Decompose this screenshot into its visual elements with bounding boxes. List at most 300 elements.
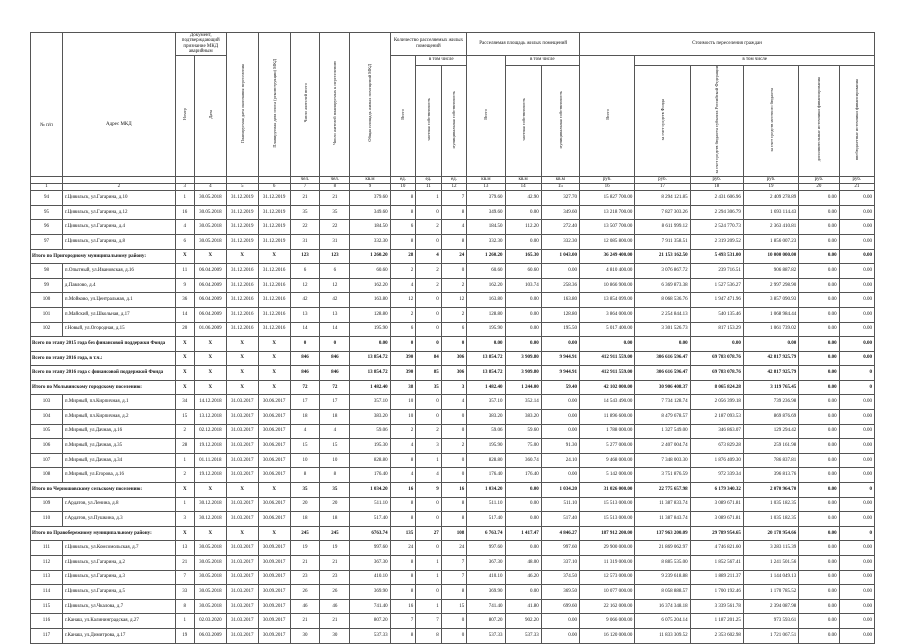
- subtotal-cell: 135: [390, 526, 416, 541]
- subtotal-cell: 6763.74: [350, 526, 390, 541]
- subtotal-cell: X: [175, 337, 194, 352]
- header-docdate: Дата: [194, 55, 226, 177]
- table-cell: 367.30: [467, 556, 505, 571]
- subtotal-label: Итого по Мольвинскому городскому поселению:: [31, 380, 176, 395]
- table-cell: 18: [320, 410, 350, 425]
- subtotal-cell: 0: [320, 337, 350, 352]
- table-cell: 116: [31, 614, 63, 629]
- table-cell: 0.00: [839, 191, 874, 206]
- table-cell: 2 056 399.18: [690, 395, 743, 410]
- table-cell: 6 369 873.38: [635, 278, 690, 293]
- header-area-total: Общая площадь жилых помещений МКД: [350, 33, 390, 177]
- table-cell: 176.40: [467, 468, 505, 483]
- header-plan-date: Планируемая дата окончания переселения: [226, 33, 258, 177]
- subtotal-cell: 846: [320, 366, 350, 381]
- table-cell: 1 947 471.96: [690, 293, 743, 308]
- table-cell: 4: [320, 424, 350, 439]
- table-cell: 7: [416, 614, 442, 629]
- table-row: [31, 293, 875, 308]
- table-cell: 379.60: [467, 191, 505, 206]
- column-number-cell: 4: [194, 184, 226, 191]
- table-cell: 0.00: [839, 570, 874, 585]
- subtotal-cell: 137 963 200.09: [635, 526, 690, 541]
- table-cell: 31.12.2019: [258, 191, 290, 206]
- subtotal-cell: 3: [441, 380, 467, 395]
- table-cell: 01.06.2009: [194, 322, 226, 337]
- subtotal-cell: X: [258, 351, 290, 366]
- address-cell: г.Цивильск, ул.Гагарина, д.5: [62, 585, 175, 600]
- table-cell: 31.12.2016: [226, 293, 258, 308]
- unit-cell: руб.: [635, 177, 690, 184]
- table-cell: 0.00: [799, 541, 839, 556]
- table-cell: 511.10: [467, 497, 505, 512]
- header-area-private: частная собственность: [505, 65, 541, 177]
- subtotal-label: Итого по Черношовскому сельскому поселению:: [31, 483, 176, 498]
- header-area-incl: в том числе: [505, 55, 579, 65]
- header-doc-group: Документ, подтверждающий признание МКД аварийным: [175, 33, 226, 56]
- table-cell: 10 077 000.00: [580, 585, 635, 600]
- table-cell: 0.00: [799, 453, 839, 468]
- table-cell: 997.60: [350, 541, 390, 556]
- table-cell: 21: [175, 556, 194, 571]
- subtotal-cell: X: [194, 337, 226, 352]
- subtotal-cell: X: [258, 366, 290, 381]
- table-cell: 31.03.2017: [226, 570, 258, 585]
- table-cell: 0.00: [839, 585, 874, 600]
- address-cell: г.Канаш, ул.Димитрова, д.17: [62, 628, 175, 643]
- header-cost-incl: в том числе: [635, 55, 875, 65]
- table-cell: 8: [390, 512, 416, 527]
- table-cell: 0: [441, 628, 467, 643]
- subtotal-cell: 36 249 400.00: [580, 249, 635, 264]
- table-cell: 195.50: [541, 322, 579, 337]
- address-cell: п.Мирный, пл.Кирпичная, д.2: [62, 410, 175, 425]
- table-cell: 13 218 700.00: [580, 205, 635, 220]
- subtotal-cell: X: [175, 366, 194, 381]
- table-cell: 1: [175, 191, 194, 206]
- table-cell: 41.80: [505, 599, 541, 614]
- address-cell: г.Цивильск, ул.Комсомольская, д.7: [62, 541, 175, 556]
- table-cell: 8: [320, 468, 350, 483]
- subtotal-cell: 42 817 925.79: [743, 351, 798, 366]
- table-cell: 2 431 606.96: [690, 191, 743, 206]
- address-cell: п.Мирный, ул.Дачная, д.16: [62, 424, 175, 439]
- table-cell: 100: [31, 293, 63, 308]
- subtotal-row: [31, 483, 875, 498]
- table-cell: 7 911 358.51: [635, 234, 690, 249]
- table-cell: 537.33: [505, 628, 541, 643]
- table-cell: 8: [390, 497, 416, 512]
- table-cell: 31.03.2017: [226, 556, 258, 571]
- table-cell: 8 294 121.85: [635, 191, 690, 206]
- table-cell: 869 876.69: [743, 410, 798, 425]
- table-cell: 0: [441, 453, 467, 468]
- table-cell: 12 085 800.00: [580, 234, 635, 249]
- table-cell: 2 294 306.79: [690, 205, 743, 220]
- table-cell: 02.03.2020: [194, 614, 226, 629]
- table-cell: 4: [416, 468, 442, 483]
- column-number-cell: 19: [743, 184, 798, 191]
- address-cell: г.Цивильск, ул.Гагарина, д.3: [62, 570, 175, 585]
- subtotal-cell: 390: [390, 351, 416, 366]
- resettlement-table: [30, 32, 875, 644]
- subtotal-cell: 30 906 408.37: [635, 380, 690, 395]
- table-cell: 30.05.2018: [194, 570, 226, 585]
- subtotal-cell: 245: [290, 526, 320, 541]
- table-cell: 4: [390, 278, 416, 293]
- subtotal-cell: 10 000 000.00: [743, 249, 798, 264]
- subtotal-cell: 306 616 596.47: [635, 366, 690, 381]
- table-cell: 11: [175, 264, 194, 279]
- table-cell: 75.00: [505, 439, 541, 454]
- table-cell: 1 852 567.41: [690, 556, 743, 571]
- subtotal-cell: 0.00: [799, 380, 839, 395]
- table-cell: 972 339.34: [690, 468, 743, 483]
- table-cell: 20: [175, 322, 194, 337]
- address-cell: п.Мирный, ул.Егорова, д.16: [62, 468, 175, 483]
- table-cell: 33: [175, 585, 194, 600]
- table-cell: 0.00: [799, 512, 839, 527]
- table-cell: 94: [31, 191, 63, 206]
- table-cell: 176.40: [350, 468, 390, 483]
- subtotal-cell: 13 854.72: [467, 351, 505, 366]
- table-cell: 0.00: [799, 410, 839, 425]
- table-cell: 537.33: [350, 628, 390, 643]
- table-cell: 537.33: [467, 628, 505, 643]
- table-cell: 0.00: [799, 264, 839, 279]
- subtotal-cell: 13 854.72: [350, 351, 390, 366]
- table-cell: 8: [390, 453, 416, 468]
- subtotal-row: [31, 249, 875, 264]
- subtotal-cell: 84: [416, 351, 442, 366]
- table-cell: 195.30: [350, 439, 390, 454]
- table-cell: 369.90: [467, 585, 505, 600]
- table-cell: 511.10: [541, 497, 579, 512]
- address-cell: г.Цивильск, ул.Гагарина, д.4: [62, 220, 175, 235]
- subtotal-cell: 4 846.27: [541, 526, 579, 541]
- table-cell: 1 170 785.52: [743, 585, 798, 600]
- subtotal-row: [31, 337, 875, 352]
- table-cell: 117: [31, 628, 63, 643]
- subtotal-cell: X: [226, 380, 258, 395]
- subtotal-cell: 123: [320, 249, 350, 264]
- table-cell: 0: [441, 468, 467, 483]
- subtotal-cell: 412 911 559.00: [580, 351, 635, 366]
- table-cell: 24.10: [541, 453, 579, 468]
- table-cell: 22 162 000.00: [580, 599, 635, 614]
- subtotal-cell: 59.40: [541, 380, 579, 395]
- table-cell: 8: [416, 628, 442, 643]
- table-cell: 13.12.2018: [194, 410, 226, 425]
- table-cell: 807.20: [467, 614, 505, 629]
- subtotal-cell: 1 043.00: [541, 249, 579, 264]
- table-cell: 60.60: [505, 264, 541, 279]
- subtotal-cell: 412 911 559.00: [580, 366, 635, 381]
- subtotal-cell: X: [258, 483, 290, 498]
- table-cell: 7: [175, 570, 194, 585]
- table-row: [31, 307, 875, 322]
- table-cell: 11 833 309.52: [635, 628, 690, 643]
- table-cell: 2: [390, 264, 416, 279]
- subtotal-cell: X: [226, 249, 258, 264]
- table-cell: 0.00: [839, 322, 874, 337]
- table-cell: 0.00: [799, 570, 839, 585]
- table-cell: 59.60: [505, 424, 541, 439]
- table-cell: 8: [390, 205, 416, 220]
- table-row: [31, 628, 875, 643]
- subtotal-cell: 69 783 078.76: [690, 351, 743, 366]
- table-cell: 35: [290, 205, 320, 220]
- subtotal-label: Всего по этапу 2015 года без финансовой поддержки Фонда: [31, 337, 176, 352]
- subtotal-label: Итого по Правобережному муниципальному району:: [31, 526, 176, 541]
- column-number-cell: 3: [175, 184, 194, 191]
- table-cell: 31.12.2019: [226, 220, 258, 235]
- subtotal-cell: 1 034.20: [350, 483, 390, 498]
- unit-cell: [31, 177, 63, 184]
- table-cell: 31.03.2017: [226, 468, 258, 483]
- subtotal-cell: X: [226, 351, 258, 366]
- table-cell: 30.06.2017: [258, 395, 290, 410]
- header-subject: за счет средств бюджета субъекта Российской Федерации: [690, 65, 743, 177]
- subtotal-cell: 0: [290, 337, 320, 352]
- table-cell: 511.10: [350, 497, 390, 512]
- table-cell: 46: [290, 599, 320, 614]
- table-cell: 31.03.2017: [226, 395, 258, 410]
- table-cell: 17: [290, 395, 320, 410]
- table-cell: 0.00: [541, 410, 579, 425]
- table-cell: 2: [390, 424, 416, 439]
- table-cell: 129 294.42: [743, 424, 798, 439]
- table-cell: 30.06.2017: [258, 512, 290, 527]
- table-cell: 0.00: [839, 234, 874, 249]
- column-number-cell: 8: [320, 184, 350, 191]
- table-cell: 31.03.2017: [226, 628, 258, 643]
- table-cell: 2: [175, 468, 194, 483]
- table-row: [31, 264, 875, 279]
- table-cell: 31.03.2017: [226, 614, 258, 629]
- table-cell: 3 283 115.39: [743, 541, 798, 556]
- table-cell: 741.40: [467, 599, 505, 614]
- table-cell: 0.00: [839, 395, 874, 410]
- table-row: [31, 614, 875, 629]
- table-cell: 15 513 000.00: [580, 512, 635, 527]
- table-cell: 0: [416, 497, 442, 512]
- table-row: [31, 512, 875, 527]
- table-cell: 31.12.2019: [226, 191, 258, 206]
- table-cell: 2: [175, 424, 194, 439]
- header-area-total2: Всего: [467, 55, 505, 177]
- table-cell: 2: [441, 439, 467, 454]
- table-cell: 2 319 209.52: [690, 234, 743, 249]
- table-cell: 0: [416, 307, 442, 322]
- table-cell: 349.60: [541, 205, 579, 220]
- table-cell: 7: [441, 191, 467, 206]
- header-rooms-municipal: муниципальная собственность: [441, 65, 467, 177]
- units-row: [31, 177, 875, 184]
- table-cell: 14 543 490.00: [580, 395, 635, 410]
- table-cell: 184.50: [350, 220, 390, 235]
- table-cell: 1 876 409.30: [690, 453, 743, 468]
- unit-cell: чел.: [290, 177, 320, 184]
- table-cell: 2 363 410.81: [743, 220, 798, 235]
- table-cell: 0.00: [799, 307, 839, 322]
- subtotal-cell: 0: [839, 366, 874, 381]
- table-cell: 30.09.2017: [258, 541, 290, 556]
- table-cell: 0.00: [505, 307, 541, 322]
- table-cell: 0.00: [839, 293, 874, 308]
- table-cell: 6 075 204.14: [635, 614, 690, 629]
- table-cell: 31.03.2017: [226, 424, 258, 439]
- table-cell: 42: [290, 293, 320, 308]
- table-cell: 7 827 303.26: [635, 205, 690, 220]
- subtotal-cell: 6 763.74: [467, 526, 505, 541]
- table-cell: 8: [441, 585, 467, 600]
- table-cell: 19: [175, 628, 194, 643]
- table-cell: 0.00: [839, 628, 874, 643]
- subtotal-cell: X: [175, 249, 194, 264]
- table-cell: 195.90: [467, 439, 505, 454]
- subtotal-cell: 5 493 531.00: [690, 249, 743, 264]
- table-cell: 9: [175, 278, 194, 293]
- header-local: за счет средств местного бюджета: [743, 65, 798, 177]
- table-cell: 272.40: [541, 220, 579, 235]
- header-people-total: Число жителей всего: [290, 33, 320, 177]
- column-number-cell: 7: [290, 184, 320, 191]
- table-cell: 4: [175, 220, 194, 235]
- subtotal-cell: 1 034.20: [467, 483, 505, 498]
- subtotal-cell: 42 102 000.00: [580, 380, 635, 395]
- table-cell: 110: [31, 512, 63, 527]
- subtotal-cell: 0.00: [467, 337, 505, 352]
- table-cell: 0.00: [839, 410, 874, 425]
- subtotal-cell: 9 944.91: [541, 351, 579, 366]
- table-cell: 0.00: [541, 395, 579, 410]
- unit-cell: кв.м: [467, 177, 505, 184]
- table-cell: 8: [390, 234, 416, 249]
- table-cell: 8: [390, 585, 416, 600]
- table-cell: 48.00: [505, 556, 541, 571]
- subtotal-cell: X: [175, 351, 194, 366]
- table-cell: 7 348 003.30: [635, 453, 690, 468]
- table-cell: 8: [441, 205, 467, 220]
- subtotal-cell: 85: [416, 366, 442, 381]
- table-cell: 06.04.2009: [194, 307, 226, 322]
- table-cell: 8: [390, 628, 416, 643]
- table-cell: 8 611 999.12: [635, 220, 690, 235]
- column-number-cell: 6: [258, 184, 290, 191]
- subtotal-cell: 1 260.20: [350, 249, 390, 264]
- table-cell: 369.90: [350, 585, 390, 600]
- table-cell: 13 507 700.00: [580, 220, 635, 235]
- table-cell: 23: [290, 570, 320, 585]
- subtotal-cell: 16: [390, 483, 416, 498]
- table-row: [31, 205, 875, 220]
- table-cell: 115: [31, 599, 63, 614]
- table-row: [31, 234, 875, 249]
- subtotal-cell: 28: [390, 249, 416, 264]
- table-cell: 60.60: [350, 264, 390, 279]
- subtotal-cell: 0.00: [505, 337, 541, 352]
- subtotal-cell: 0.00: [799, 366, 839, 381]
- table-cell: 1 788 000.00: [580, 424, 635, 439]
- table-cell: 23: [320, 570, 350, 585]
- table-cell: 184.50: [467, 220, 505, 235]
- table-cell: 0.00: [799, 293, 839, 308]
- subtotal-cell: 9: [416, 483, 442, 498]
- table-cell: 16: [390, 599, 416, 614]
- table-cell: 0: [441, 264, 467, 279]
- table-cell: 0: [441, 424, 467, 439]
- subtotal-cell: 0: [416, 337, 442, 352]
- table-cell: 06.03.2009: [194, 628, 226, 643]
- table-cell: 0.00: [799, 556, 839, 571]
- subtotal-cell: 123: [290, 249, 320, 264]
- table-cell: 0.00: [839, 439, 874, 454]
- table-cell: 3 076 867.72: [635, 264, 690, 279]
- table-cell: 13 854 099.00: [580, 293, 635, 308]
- table-cell: 12: [390, 293, 416, 308]
- address-cell: п.Опытный, ул.Ивановская, д.16: [62, 264, 175, 279]
- table-cell: 163.80: [541, 293, 579, 308]
- table-cell: 4: [390, 468, 416, 483]
- table-cell: 15 513 000.00: [580, 497, 635, 512]
- table-cell: 4 746 821.60: [690, 541, 743, 556]
- table-cell: 10: [290, 453, 320, 468]
- table-cell: 0.00: [799, 191, 839, 206]
- table-cell: 14.12.2018: [194, 395, 226, 410]
- table-cell: 8 068 536.76: [635, 293, 690, 308]
- table-cell: 1 187 201.25: [690, 614, 743, 629]
- table-cell: 2: [416, 424, 442, 439]
- table-cell: 195.90: [350, 322, 390, 337]
- table-row: [31, 541, 875, 556]
- subtotal-cell: X: [226, 483, 258, 498]
- table-cell: 21: [320, 556, 350, 571]
- table-cell: 1: [416, 556, 442, 571]
- table-cell: 21 869 062.97: [635, 541, 690, 556]
- subtotal-cell: 1 417.47: [505, 526, 541, 541]
- table-cell: 16 374 348.18: [635, 599, 690, 614]
- table-cell: 30.09.2017: [258, 585, 290, 600]
- subtotal-cell: 35: [290, 483, 320, 498]
- table-cell: 7: [441, 570, 467, 585]
- subtotal-cell: X: [258, 337, 290, 352]
- subtotal-cell: 0: [390, 337, 416, 352]
- subtotal-cell: 0: [441, 337, 467, 352]
- address-cell: п.Мирный, ул.Дачная, д.34: [62, 453, 175, 468]
- subtotal-cell: 0.00: [350, 337, 390, 352]
- header-rooms-group: Количество расселяемых жилых помещений: [390, 33, 467, 56]
- table-cell: 12: [290, 278, 320, 293]
- table-cell: 1 035 182.35: [743, 497, 798, 512]
- table-cell: 31.03.2017: [226, 410, 258, 425]
- table-cell: 31.03.2017: [226, 512, 258, 527]
- subtotal-cell: 3 909.80: [505, 366, 541, 381]
- table-cell: 06.04.2009: [194, 293, 226, 308]
- table-cell: 30.05.2018: [194, 541, 226, 556]
- table-cell: 0: [441, 614, 467, 629]
- table-cell: 1 061 739.02: [743, 322, 798, 337]
- subtotal-cell: 69 783 078.76: [690, 366, 743, 381]
- table-cell: 0.00: [799, 278, 839, 293]
- table-cell: 0.00: [541, 264, 579, 279]
- table-cell: 31.12.2016: [258, 278, 290, 293]
- subtotal-cell: 1 482.40: [350, 380, 390, 395]
- header-address: Адрес МКД: [62, 33, 175, 177]
- table-cell: 0: [416, 234, 442, 249]
- table-cell: 383.20: [467, 410, 505, 425]
- header-plan-demolish: Планируемая дата сноса (реконструкции) МКД: [258, 33, 290, 177]
